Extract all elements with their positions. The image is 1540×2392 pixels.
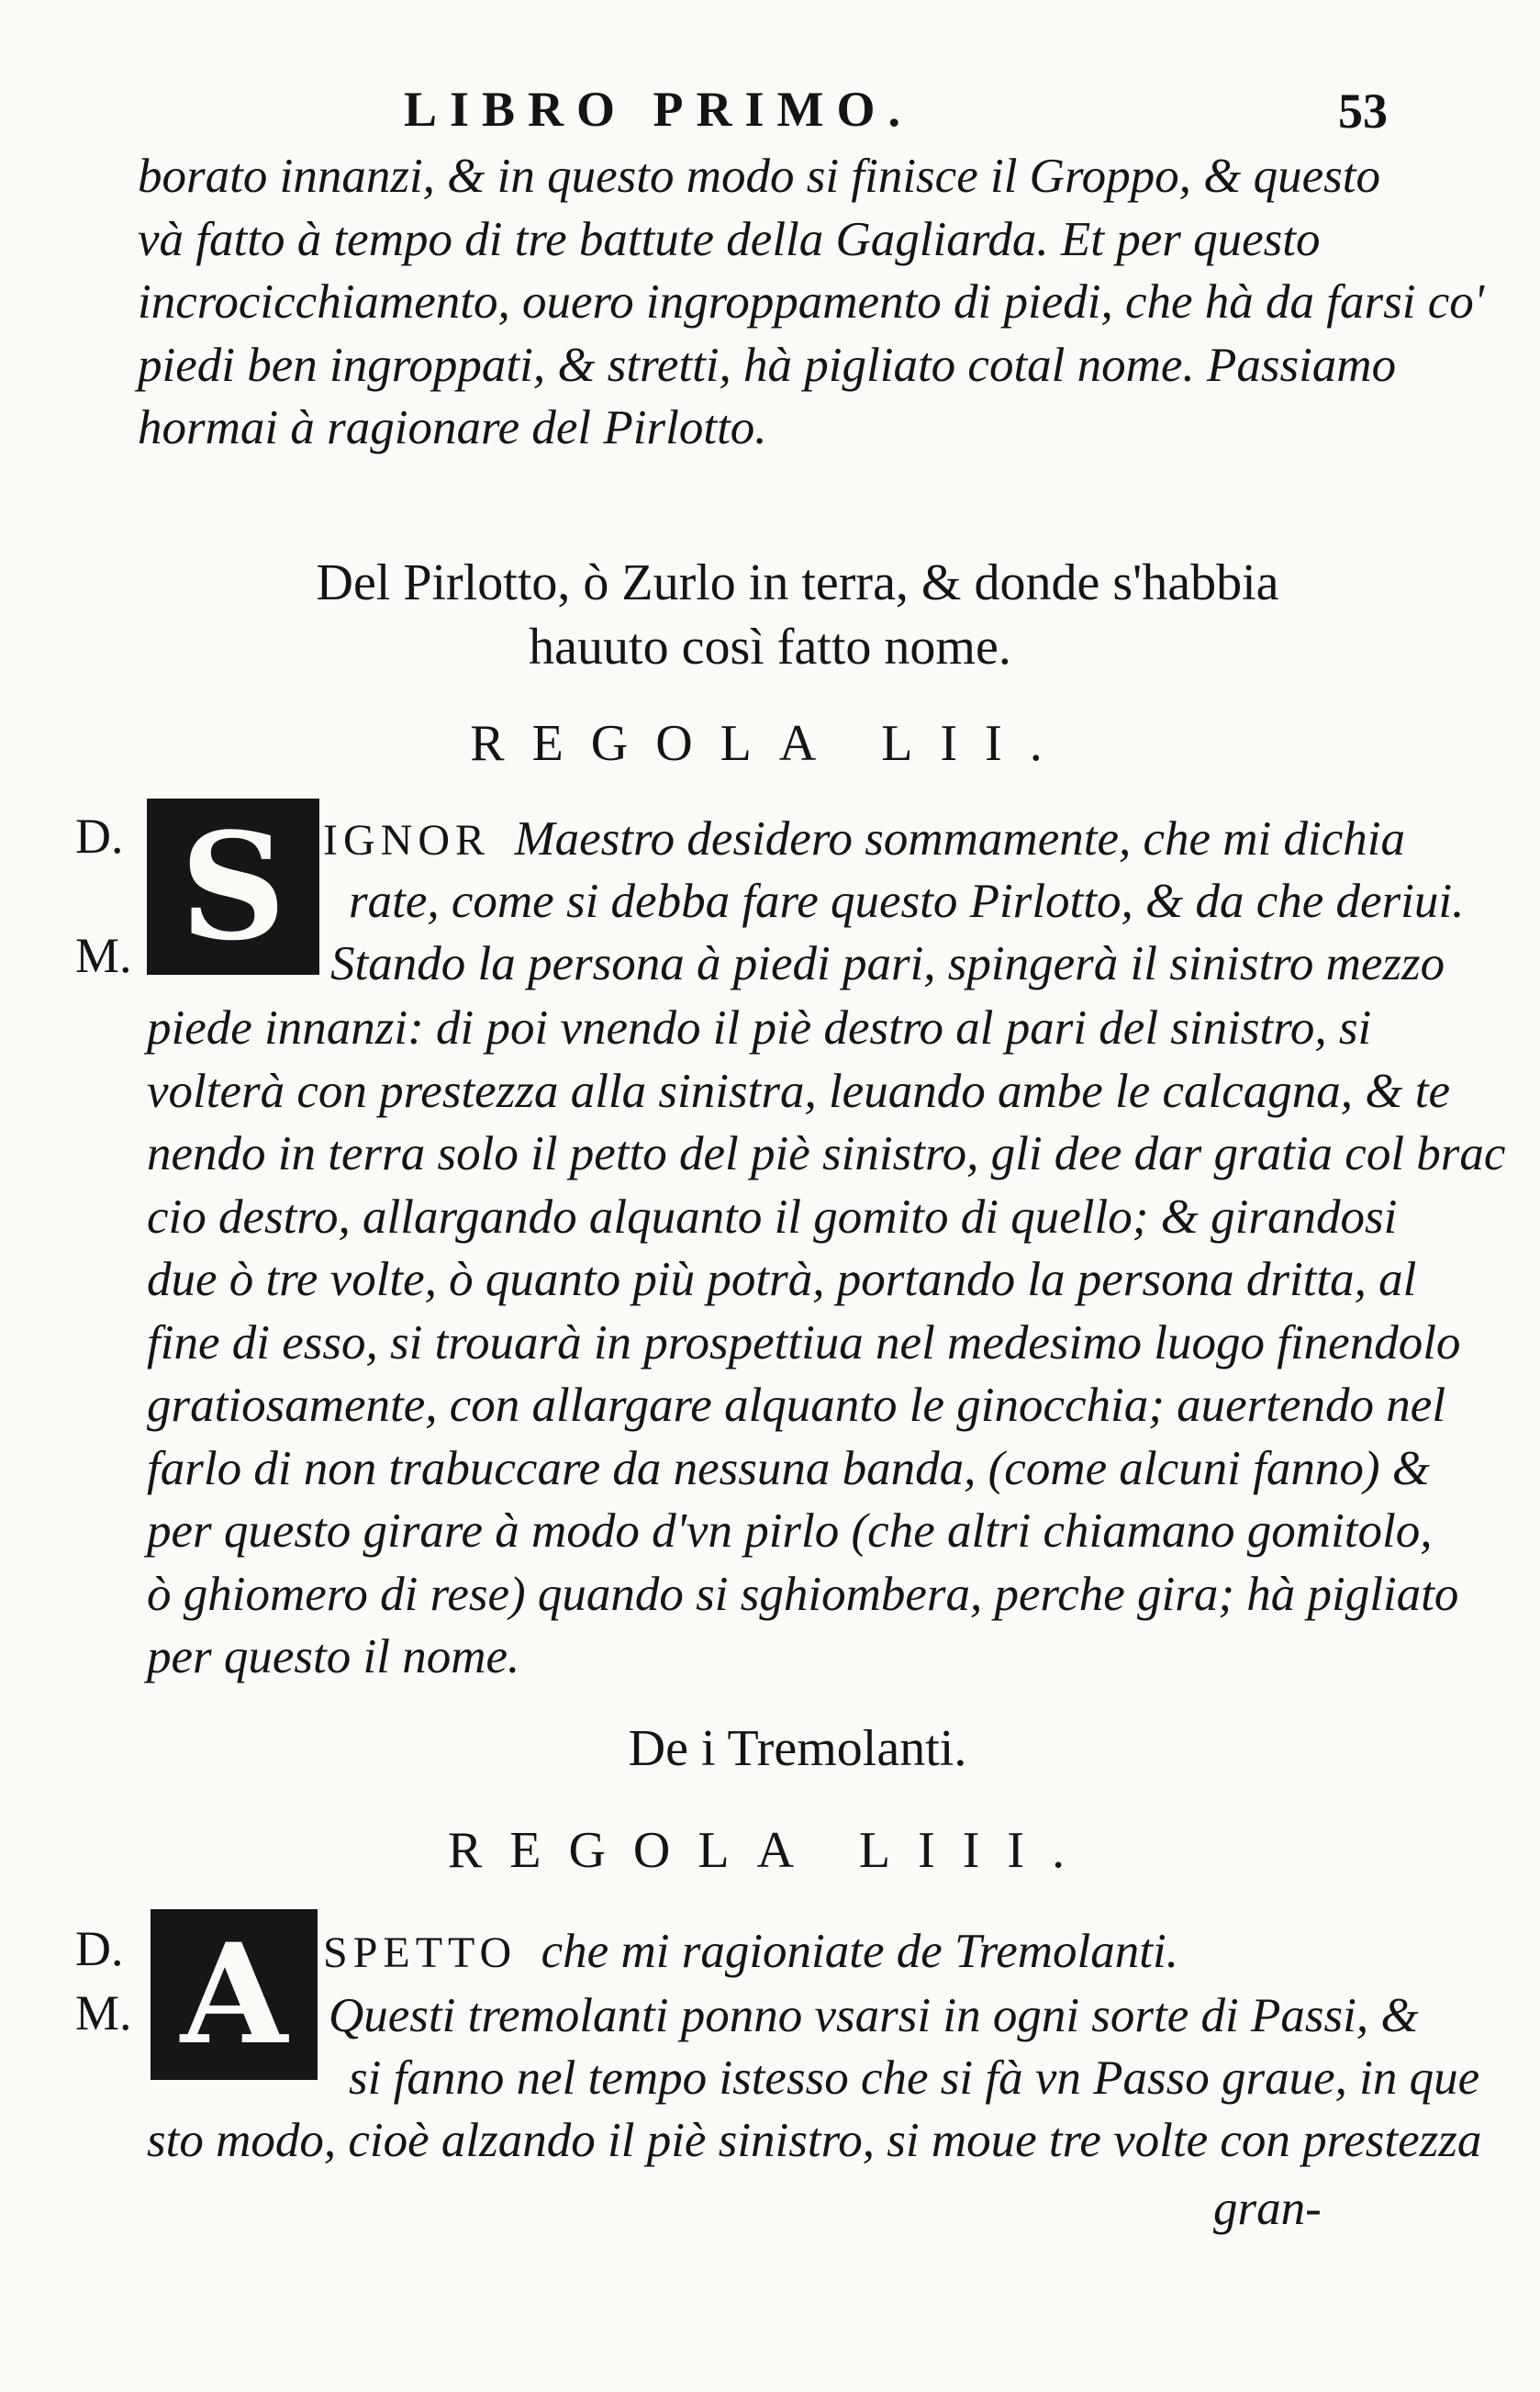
answer-paragraph: [147, 997, 1505, 1689]
section-title: hauuto così fatto nome.: [529, 619, 1011, 676]
dialogue-line: [329, 1984, 1419, 2048]
rule-heading: REGOLA LII.: [470, 715, 1070, 772]
text-line: volterà con prestezza alla sinistra, leuando ambe le calcagna, & te: [147, 1064, 1451, 1118]
catchword-text: gran-: [1213, 2182, 1322, 2235]
text-line: và fatto à tempo di tre battute della Gagliarda. Et per questo: [138, 212, 1321, 266]
drop-cap-letter: S: [180, 800, 286, 973]
text-line: Questi tremolanti ponno vsarsi in ogni sorte di Passi, &: [329, 1989, 1419, 2042]
drop-cap-letter: A: [180, 1914, 288, 2075]
dialogue-line: [349, 2047, 1479, 2110]
drop-cap: [147, 799, 319, 975]
text-line: per questo il nome.: [147, 1630, 520, 1683]
text-line: nendo in terra solo il petto del piè sinistro, gli dee dar gratia col brac: [147, 1127, 1506, 1180]
text-line: piedi ben ingroppati, & stretti, hà pigliato cotal nome. Passiamo: [138, 338, 1397, 392]
speaker-label: D.: [75, 1921, 124, 1976]
section-title: De i Tremolanti.: [628, 1720, 967, 1777]
answer-paragraph: [147, 2109, 1481, 2173]
speaker-label: M.: [75, 928, 132, 983]
text-line: ò ghiomero di rese) quando si sghiombera, perche gira; hà pigliato: [147, 1567, 1459, 1621]
text-line: sto modo, cioè alzando il piè sinistro, si moue tre volte con prestezza: [147, 2114, 1482, 2167]
speaker-label: M.: [75, 1985, 132, 2040]
dialogue-line: [323, 808, 1405, 873]
text-line: per questo girare à modo d'vn pirlo (che altri chiamano gomitolo,: [147, 1504, 1433, 1558]
text-line: che mi ragioniate de Tremolanti.: [541, 1925, 1178, 1978]
text-line: hormai à ragionare del Pirlotto.: [138, 401, 767, 454]
speaker-label: D.: [75, 809, 124, 864]
dialogue-line: [349, 870, 1464, 933]
text-line: due ò tre volte, ò quanto più potrà, portando la persona dritta, al: [147, 1253, 1417, 1306]
text-line: Maestro desidero sommamente, che mi dichia: [514, 812, 1405, 866]
drop-cap: [151, 1909, 318, 2080]
rule-heading: REGOLA LIII.: [447, 1822, 1093, 1879]
text-line: fine di esso, si trouarà in prospettiua nel medesimo luogo finendolo: [147, 1315, 1461, 1369]
running-head: LIBRO PRIMO.: [404, 82, 914, 137]
dialogue-line: [323, 1920, 1178, 1985]
intro-paragraph: [138, 145, 1484, 460]
small-caps-opening: SPETTO: [323, 1928, 518, 1977]
catchword: [1213, 2177, 1322, 2241]
text-line: gratiosamente, con allargare alquanto le ginocchia; auertendo nel: [147, 1379, 1446, 1432]
text-line: incrocicchiamento, ouero ingroppamento di piedi, che hà da farsi co': [138, 275, 1485, 329]
text-line: rate, come si debba fare questo Pirlotto, & da che deriui.: [349, 875, 1465, 928]
section-title: Del Pirlotto, ò Zurlo in terra, & donde s'habbia: [316, 554, 1279, 611]
dialogue-line: [330, 933, 1445, 996]
page-number: 53: [1338, 84, 1388, 139]
text-line: borato innanzi, & in questo modo si finisce il Groppo, & questo: [138, 150, 1380, 203]
text-line: piede innanzi: di poi vnendo il piè destro al pari del sinistro, si: [147, 1001, 1372, 1055]
text-line: cio destro, allargando alquanto il gomito di quello; & girandosi: [147, 1190, 1398, 1244]
text-line: si fanno nel tempo istesso che si fà vn Passo graue, in que: [349, 2051, 1480, 2105]
text-line: farlo di non trabuccare da nessuna banda, (come alcuni fanno) &: [147, 1441, 1430, 1495]
text-line: Stando la persona à piedi pari, spingerà il sinistro mezzo: [330, 937, 1445, 990]
small-caps-opening: IGNOR: [323, 816, 490, 865]
